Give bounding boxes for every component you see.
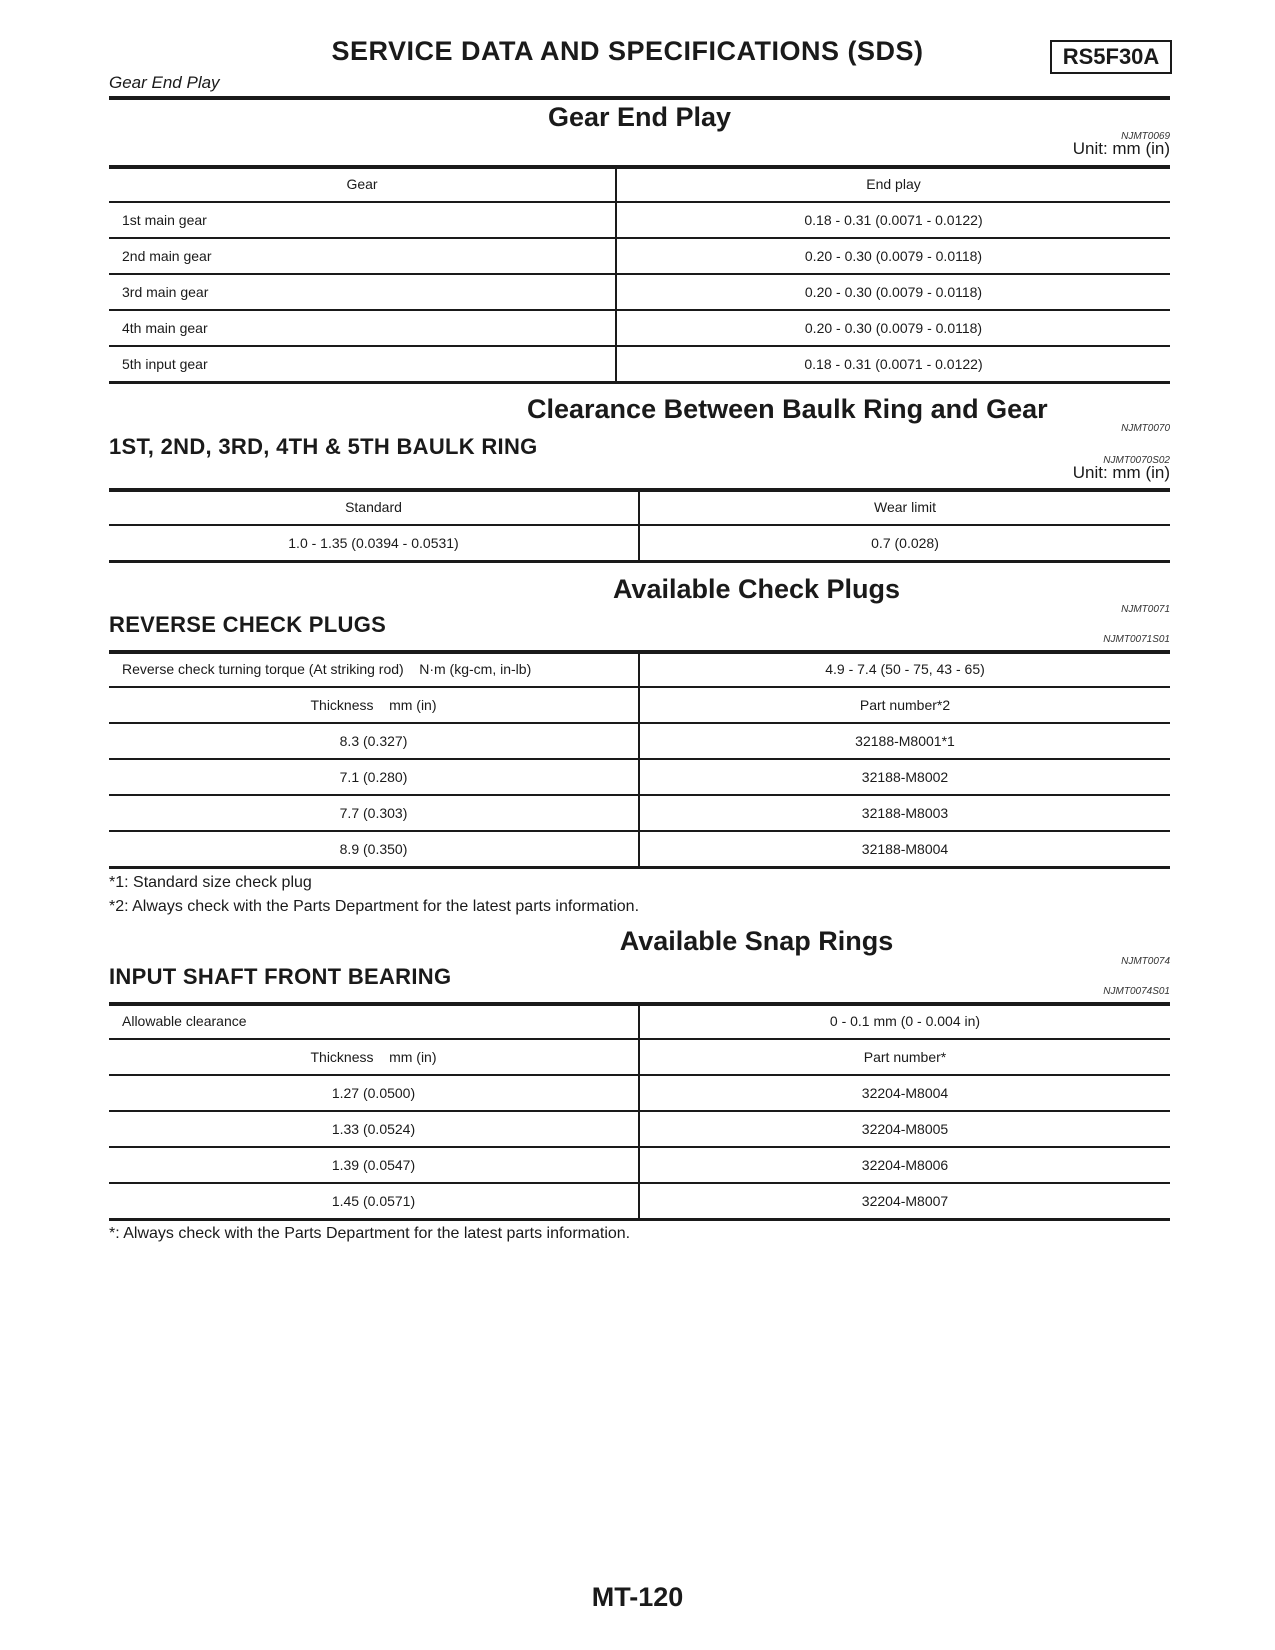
table-row [109,274,1170,310]
table-row [109,525,1170,562]
standard-cell: 1.0 - 1.35 (0.0394 - 0.0531) [109,525,639,562]
column-header: Part number*2 [639,687,1170,723]
column-header: Part number* [639,1039,1170,1075]
end-play-cell: 0.20 - 0.30 (0.0079 - 0.0118) [616,310,1170,346]
table-row [109,1147,1170,1183]
column-header: Gear [109,167,616,202]
thickness-cell: 1.27 (0.0500) [109,1075,639,1111]
end-play-cell: 0.20 - 0.30 (0.0079 - 0.0118) [616,238,1170,274]
table-row [109,1111,1170,1147]
table-row [109,238,1170,274]
gear-cell: 3rd main gear [109,274,616,310]
part-number-cell: 32204-M8004 [639,1075,1170,1111]
ref-code: NJMT0074S01 [1103,986,1170,997]
table-header-row [109,490,1170,525]
section-title-check-plugs: Available Check Plugs [612,574,901,604]
table-row [109,1183,1170,1220]
ref-code: NJMT0071S01 [1103,634,1170,645]
header-rule [109,96,1170,100]
gear-end-play-table [109,167,1170,384]
end-play-cell: 0.18 - 0.31 (0.0071 - 0.0122) [616,346,1170,383]
end-play-cell: 0.20 - 0.30 (0.0079 - 0.0118) [616,274,1170,310]
part-number-cell: 32188-M8004 [639,831,1170,868]
subsection-title-baulk-ring: 1ST, 2ND, 3RD, 4TH & 5TH BAULK RING [109,434,538,459]
table-row [109,723,1170,759]
section-title-gear-end-play: Gear End Play [547,102,732,132]
table-row [109,759,1170,795]
thickness-cell: 1.45 (0.0571) [109,1183,639,1220]
column-header: Standard [109,490,639,525]
check-plugs-table [109,652,1170,869]
gear-cell: 5th input gear [109,346,616,383]
thickness-cell: 1.33 (0.0524) [109,1111,639,1147]
unit-label: Unit: mm (in) [1072,463,1170,482]
ref-code: NJMT0070S02 [1103,455,1170,466]
table-row [109,831,1170,868]
column-header: Thickness mm (in) [109,687,639,723]
ref-code: NJMT0074 [1121,956,1170,967]
breadcrumb: Gear End Play [109,73,220,92]
thickness-cell: 7.7 (0.303) [109,795,639,831]
thickness-cell: 8.3 (0.327) [109,723,639,759]
gear-cell: 2nd main gear [109,238,616,274]
clearance-value: 0 - 0.1 mm (0 - 0.004 in) [639,1004,1170,1039]
table-row [109,1075,1170,1111]
model-code-badge: RS5F30A [1050,40,1172,74]
section-title-snap-rings: Available Snap Rings [619,926,894,956]
page-number: MT-120 [591,1582,684,1612]
subsection-title-snap-rings: INPUT SHAFT FRONT BEARING [109,964,452,989]
table-row [109,346,1170,383]
table-header-row [109,1039,1170,1075]
ref-code: NJMT0069 [1121,131,1170,142]
torque-value: 4.9 - 7.4 (50 - 75, 43 - 65) [639,652,1170,687]
snap-rings-table [109,1004,1170,1221]
part-number-cell: 32188-M8003 [639,795,1170,831]
footnote: *2: Always check with the Parts Department for the latest parts information. [109,898,640,915]
table-row [109,202,1170,238]
gear-cell: 1st main gear [109,202,616,238]
unit-label: Unit: mm (in) [1072,139,1170,158]
table-header-row [109,687,1170,723]
ref-code: NJMT0070 [1121,423,1170,434]
table-header-row [109,167,1170,202]
gear-cell: 4th main gear [109,310,616,346]
end-play-cell: 0.18 - 0.31 (0.0071 - 0.0122) [616,202,1170,238]
part-number-cell: 32204-M8005 [639,1111,1170,1147]
part-number-cell: 32204-M8007 [639,1183,1170,1220]
clearance-label: Allowable clearance [109,1004,639,1039]
part-number-cell: 32204-M8006 [639,1147,1170,1183]
section-title-baulk-ring: Clearance Between Baulk Ring and Gear [527,394,1048,424]
column-header: Thickness mm (in) [109,1039,639,1075]
thickness-cell: 1.39 (0.0547) [109,1147,639,1183]
page-title: SERVICE DATA AND SPECIFICATIONS (SDS) [331,36,924,66]
torque-label: Reverse check turning torque (At striking rod) N·m (kg-cm, in-lb) [109,652,639,687]
footnote: *: Always check with the Parts Department for the latest parts information. [109,1225,631,1242]
table-row [109,652,1170,687]
table-row [109,795,1170,831]
part-number-cell: 32188-M8002 [639,759,1170,795]
thickness-cell: 7.1 (0.280) [109,759,639,795]
thickness-cell: 8.9 (0.350) [109,831,639,868]
ref-code: NJMT0071 [1121,604,1170,615]
wear-limit-cell: 0.7 (0.028) [639,525,1170,562]
part-number-cell: 32188-M8001*1 [639,723,1170,759]
table-row [109,1004,1170,1039]
table-row [109,310,1170,346]
column-header: End play [616,167,1170,202]
subsection-title-check-plugs: REVERSE CHECK PLUGS [109,612,387,637]
baulk-ring-table [109,490,1170,563]
footnote: *1: Standard size check plug [109,874,312,891]
column-header: Wear limit [639,490,1170,525]
